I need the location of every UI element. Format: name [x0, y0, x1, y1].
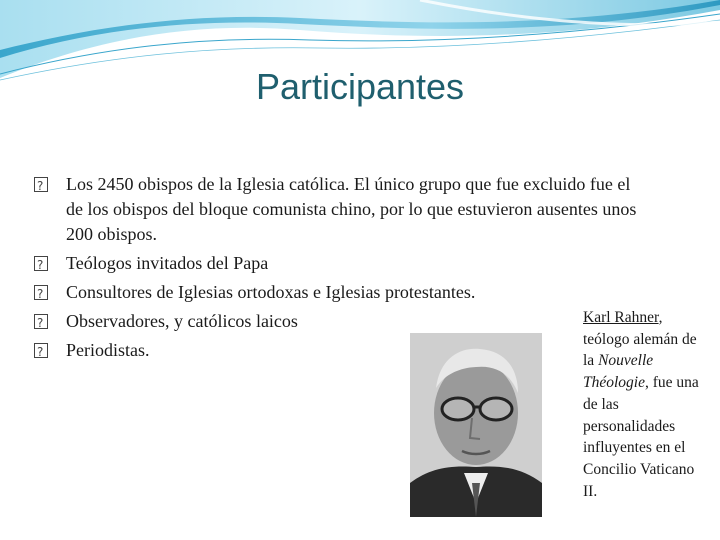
- bullet-glyph-icon: [34, 285, 48, 300]
- bullet-item: ? Teólogos invitados del Papa: [34, 251, 644, 276]
- bullet-glyph-icon: [34, 177, 48, 192]
- bullet-item: ? Periodistas.: [34, 338, 644, 363]
- slide-title: Participantes: [255, 66, 465, 107]
- bullet-glyph-icon: [34, 343, 48, 358]
- bullet-list: [34, 172, 644, 367]
- portrait-photo: [410, 333, 542, 517]
- bullet-glyph-icon: [34, 314, 48, 329]
- bullet-item: ? Observadores, y católicos laicos: [34, 309, 644, 334]
- bullet-item: ? Los 2450 obispos de la Iglesia católica. El único grupo que fue excluido fue el de los obispos del bloque comunista chino, por lo que estuvieron ausentes unos 200 obispos.: [34, 172, 644, 247]
- karl-rahner-link[interactable]: Karl Rahner: [583, 309, 659, 326]
- photo-caption: Karl Rahner, teólogo alemán de la Nouvelle Théologie, fue una de las personalidades influyentes en el Concilio Vaticano II.: [583, 309, 699, 500]
- bullet-glyph-icon: [34, 256, 48, 271]
- bullet-item: ? Consultores de Iglesias ortodoxas e Iglesias protestantes.: [34, 280, 644, 305]
